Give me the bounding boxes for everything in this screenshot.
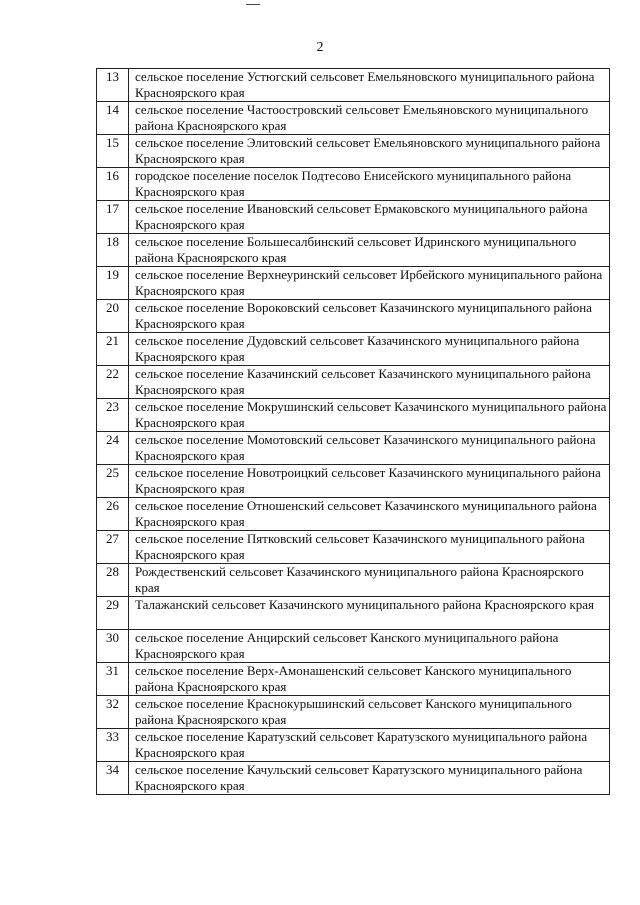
table-row [97, 762, 610, 795]
row-number: 28 [97, 564, 129, 597]
row-number: 33 [97, 729, 129, 762]
settlement-name: сельское поселение Каратузский сельсовет Каратузского муниципального района Красноярского края [129, 729, 610, 762]
settlement-name: сельское поселение Большесалбинский сельсовет Идринского муниципального района Красноярского края [129, 234, 610, 267]
table-row [97, 729, 610, 762]
table-row [97, 201, 610, 234]
settlement-name: городское поселение поселок Подтесово Енисейского муниципального района Красноярского края [129, 168, 610, 201]
table-row [97, 267, 610, 300]
row-number: 21 [97, 333, 129, 366]
settlement-name: сельское поселение Устюгский сельсовет Емельяновского муниципального района Красноярского края [129, 69, 610, 102]
table-row [97, 564, 610, 597]
table-row [97, 102, 610, 135]
table-row [97, 69, 610, 102]
table-row [97, 630, 610, 663]
row-number: 14 [97, 102, 129, 135]
settlement-name: сельское поселение Пятковский сельсовет Казачинского муниципального района Красноярского края [129, 531, 610, 564]
table-row [97, 597, 610, 630]
row-number: 24 [97, 432, 129, 465]
row-number: 20 [97, 300, 129, 333]
settlement-name: сельское поселение Ивановский сельсовет Ермаковского муниципального района Красноярского края [129, 201, 610, 234]
settlement-name: сельское поселение Момотовский сельсовет Казачинского муниципального района Красноярского края [129, 432, 610, 465]
settlement-name: сельское поселение Казачинский сельсовет Казачинского муниципального района Красноярского края [129, 366, 610, 399]
top-edge-mark [246, 4, 260, 5]
row-number: 32 [97, 696, 129, 729]
table-row [97, 663, 610, 696]
settlement-name: сельское поселение Верхнеуринский сельсовет Ирбейского муниципального района Красноярского края [129, 267, 610, 300]
row-number: 23 [97, 399, 129, 432]
settlement-name: сельское поселение Вороковский сельсовет Казачинского муниципального района Красноярского края [129, 300, 610, 333]
table-row [97, 696, 610, 729]
row-number: 22 [97, 366, 129, 399]
page-number: 2 [316, 40, 324, 55]
table-row [97, 399, 610, 432]
row-number: 13 [97, 69, 129, 102]
settlements-table-body [97, 69, 610, 795]
settlement-name: сельское поселение Мокрушинский сельсовет Казачинского муниципального района Красноярского края [129, 399, 610, 432]
settlement-name: сельское поселение Отношенский сельсовет Казачинского муниципального района Красноярского края [129, 498, 610, 531]
row-number: 18 [97, 234, 129, 267]
row-number: 27 [97, 531, 129, 564]
settlement-name: сельское поселение Частоостровский сельсовет Емельяновского муниципального района Красноярского края [129, 102, 610, 135]
row-number: 30 [97, 630, 129, 663]
table-row [97, 366, 610, 399]
table-row [97, 333, 610, 366]
settlement-name: Талажанский сельсовет Казачинского муниципального района Красноярского края [129, 597, 610, 630]
settlement-name: сельское поселение Краснокурышинский сельсовет Канского муниципального района Красноярского края [129, 696, 610, 729]
table-row [97, 432, 610, 465]
table-row [97, 135, 610, 168]
settlement-name: сельское поселение Элитовский сельсовет Емельяновского муниципального района Красноярского края [129, 135, 610, 168]
settlement-name: сельское поселение Новотроицкий сельсовет Казачинского муниципального района Красноярского края [129, 465, 610, 498]
settlement-name: сельское поселение Анцирский сельсовет Канского муниципального района Красноярского края [129, 630, 610, 663]
row-number: 34 [97, 762, 129, 795]
row-number: 26 [97, 498, 129, 531]
table-row [97, 465, 610, 498]
row-number: 16 [97, 168, 129, 201]
settlement-name: сельское поселение Дудовский сельсовет Казачинского муниципального района Красноярского края [129, 333, 610, 366]
table-row [97, 300, 610, 333]
row-number: 17 [97, 201, 129, 234]
row-number: 31 [97, 663, 129, 696]
row-number: 19 [97, 267, 129, 300]
table-row [97, 168, 610, 201]
row-number: 25 [97, 465, 129, 498]
table-row [97, 234, 610, 267]
row-number: 29 [97, 597, 129, 630]
settlements-table [96, 68, 610, 795]
row-number: 15 [97, 135, 129, 168]
settlement-name: сельское поселение Качульский сельсовет Каратузского муниципального района Красноярского края [129, 762, 610, 795]
settlement-name: сельское поселение Верх-Амонашенский сельсовет Канского муниципального района Красноярского края [129, 663, 610, 696]
table-row [97, 498, 610, 531]
settlement-name: Рождественский сельсовет Казачинского муниципального района Красноярского края [129, 564, 610, 597]
table-row [97, 531, 610, 564]
